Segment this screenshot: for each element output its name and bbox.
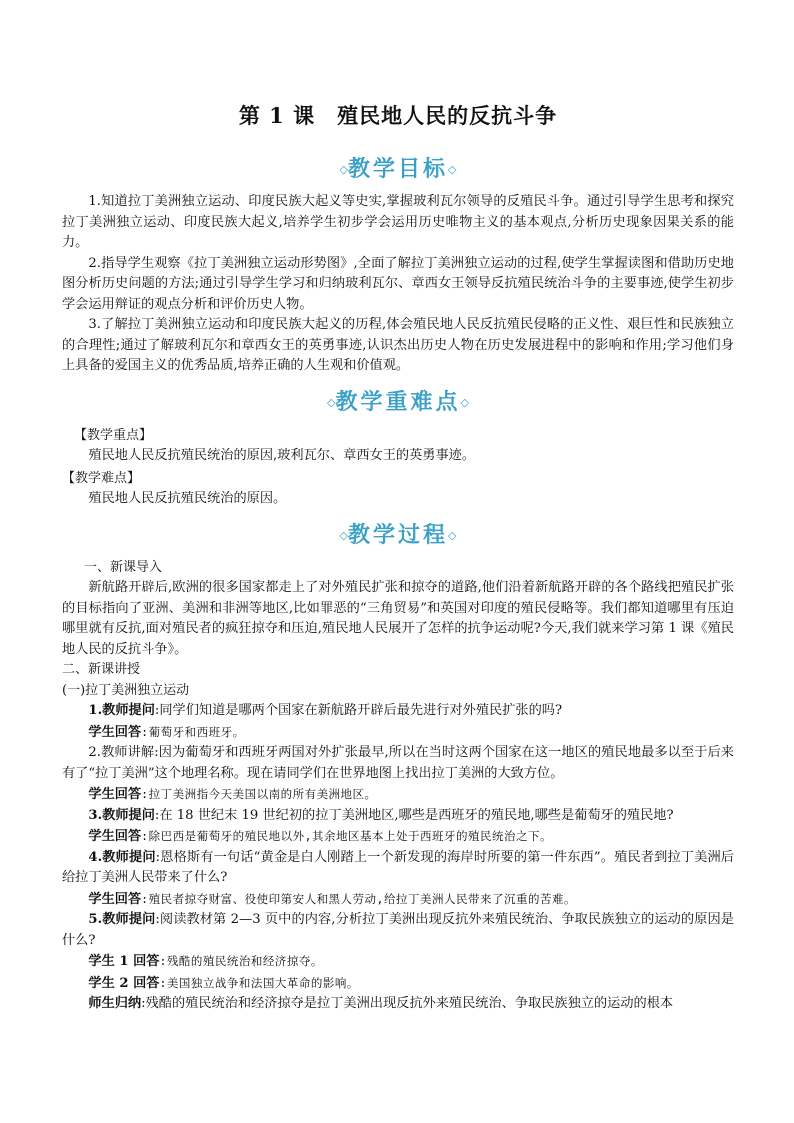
student-answer-4 [62, 889, 734, 911]
answer-label: 学生回答 [88, 787, 142, 802]
answer-text: :除巴西是葡萄牙的殖民地以外,其余地区基本上处于西班牙的殖民统治之下。 [141, 829, 552, 843]
difficulty-text: 殖民地人民反抗殖民统治的原因。 [88, 491, 287, 506]
diamond-icon: ◇ [339, 528, 348, 542]
difficulty-label: 【教学难点】 [62, 471, 141, 486]
question-label: 5.教师提问 [88, 912, 156, 927]
student-answer-2 [62, 784, 734, 806]
summary-text: :残酷的殖民统治和经济掠夺是拉丁美洲出现反抗外来殖民统治、争取民族独立的运动的根本 [141, 996, 674, 1011]
answer-label: 学生回答 [88, 891, 142, 907]
question-label: 4.教师提问 [88, 849, 156, 865]
teacher-question-5 [62, 910, 734, 951]
student-answer-3 [62, 826, 734, 848]
answer-label: 学生回答 [88, 829, 142, 844]
answer-label: 学生 2 回答 [88, 975, 160, 991]
document-content [62, 100, 734, 1015]
section-heading-process-label: 教学过程 [347, 522, 448, 548]
answer-label: 学生 1 回答 [88, 954, 160, 969]
question-text: :恩格斯有一句话“黄金是白人刚踏上一个新发现的海岸时所要的第一件东西”。殖民者到拉丁美洲后给拉丁美洲人民带来了什么? [62, 849, 734, 885]
diamond-icon: ◇ [448, 528, 457, 542]
diamond-icon: ◇ [460, 395, 469, 409]
teacher-question-3 [62, 806, 734, 827]
teacher-explanation-2: 2.教师讲解:因为葡萄牙和西班牙两国对外扩张最早,所以在当时这两个国家在这一地区的殖民地最多以至于后来有了“拉丁美洲”这个地理名称。现在请同学们在世界地图上找出拉丁美洲的大致方位。 [62, 745, 734, 781]
diamond-icon: ◇ [448, 163, 457, 176]
student-answer-1 [62, 722, 734, 744]
objective-paragraph-3: 3.了解拉丁美洲独立运动和印度民族大起义的历程,体会殖民地人民反抗殖民侵略的正义性、艰巨性和民族独立的合理性;通过了解玻利瓦尔和章西女王的英勇事迹,认识杰出历史人物在历史发展进程中的影响和作用;学习他们身上具备的爱国主义的优秀品质,培养正确的人生观和价值观。 [62, 317, 734, 373]
answer-text: :殖民者掠夺财富、役使印第安人和黑人劳动,给拉丁美洲人民带来了沉重的苦难。 [141, 891, 576, 906]
summary-paragraph [62, 994, 734, 1015]
focus-text: 殖民地人民反抗殖民统治的原因,玻利瓦尔、章西女王的英勇事迹。 [88, 447, 476, 463]
section-heading-keypoints-label: 教学重难点 [335, 389, 461, 415]
question-label: 3.教师提问 [88, 807, 155, 823]
answer-text: :美国独立战争和法国大革命的影响。 [159, 975, 359, 990]
lesson-title: 第 1 课 殖民地人民的反抗斗争 [238, 103, 558, 128]
question-text: :阅读教材第 2—3 页中的内容,分析拉丁美洲出现反抗外来殖民统治、争取民族独立的运动的原因是什么? [62, 912, 734, 948]
objective-paragraph-1: 1.知道拉丁美洲独立运动、印度民族大起义等史实,掌握玻利瓦尔领导的反殖民斗争。通过引导学生思考和探究拉丁美洲独立运动、印度民族大起义,培养学生初步学会运用历史唯物主义的基本观点,分析历史现象因果关系的能力。 [62, 194, 734, 250]
diamond-icon: ◇ [339, 163, 348, 176]
answer-text: :拉丁美洲指今天美国以南的所有美洲地区。 [141, 787, 377, 801]
objective-paragraph-2: 2.指导学生观察《拉丁美洲独立运动形势图》,全面了解拉丁美洲独立运动的过程,使学生掌握读图和借助历史地图分析历史问题的方法;通过引导学生学习和归纳玻利瓦尔、章西女王领导反抗殖民统治斗争的主要事迹,使学生初步学会运用辩证的观点分析和评价历史人物。 [62, 255, 734, 312]
question-text: :同学们知道是哪两个国家在新航路开辟后最先进行对外殖民扩张的吗? [154, 703, 563, 718]
answer-label: 学生回答 [88, 724, 142, 740]
summary-label: 师生归纳 [88, 996, 142, 1011]
focus-label: 【教学重点】 [74, 427, 153, 443]
teacher-question-1 [62, 701, 734, 722]
section-heading-process [62, 522, 734, 550]
student-2-answer-5 [62, 973, 734, 995]
intro-paragraph: 新航路开辟后,欧洲的很多国家都走上了对外殖民扩张和掠夺的道路,他们沿着新航路开辟的各个路线把殖民扩张的目标指向了亚洲、美洲和非洲等地区,比如罪恶的“三角贸易”和英国对印度的殖民侵略等。我们都知道哪里有压迫哪里就有反抗,面对殖民者的疯狂掠夺和压迫,殖民地人民展开了怎样的抗争运动呢?今天,我们就来学习第 1 课《殖民地人民的反抗斗争》。 [62, 580, 734, 657]
section-heading-keypoints [62, 389, 734, 417]
sub-heading-latin-america: (一)拉丁美洲独立运动 [62, 682, 190, 698]
question-label: 1.教师提问 [88, 703, 155, 718]
section-heading-objectives [62, 156, 734, 184]
question-text: :在 18 世纪末 19 世纪初的拉丁美洲地区,哪些是西班牙的殖民地,哪些是葡萄牙的殖民地? [154, 807, 674, 823]
student-1-answer-5 [62, 951, 734, 973]
teacher-question-4 [62, 848, 734, 889]
diamond-icon: ◇ [327, 395, 336, 409]
answer-text: :葡萄牙和西班牙。 [141, 724, 245, 739]
lecture-heading: 二、新课讲授 [62, 662, 141, 677]
answer-text: :残酷的殖民统治和经济掠夺。 [159, 954, 323, 968]
section-heading-objectives-label: 教学目标 [347, 157, 448, 182]
intro-heading: 一、新课导入 [84, 559, 163, 575]
